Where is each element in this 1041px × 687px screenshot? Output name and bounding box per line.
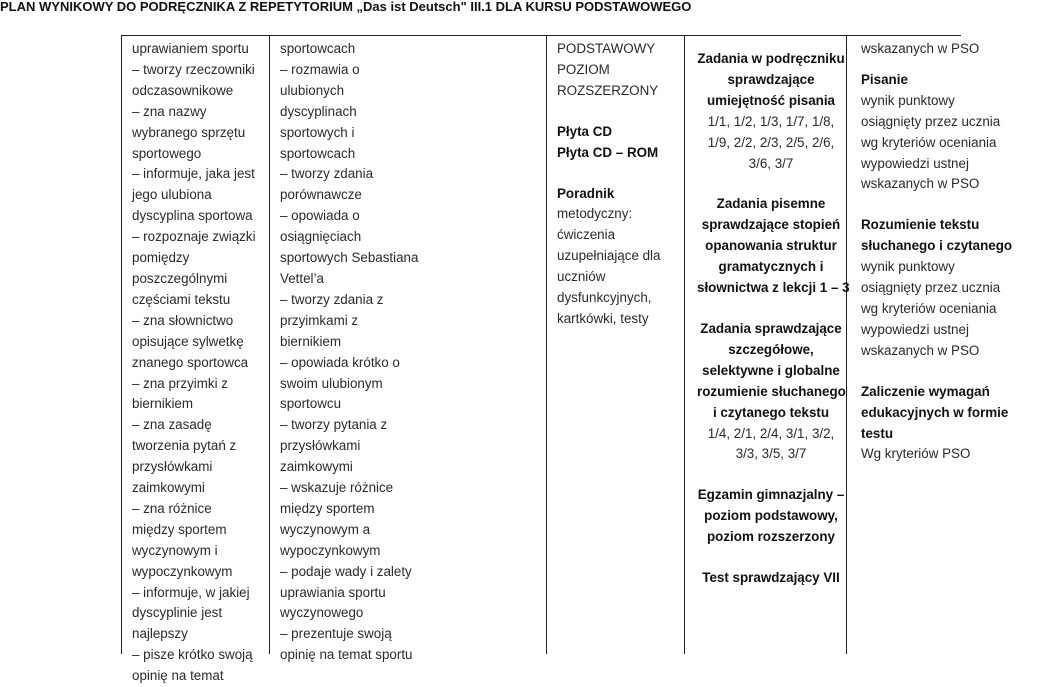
- requirement-line: sportowcach: [280, 41, 356, 56]
- guide-title: Poradnik: [557, 185, 615, 201]
- requirement-line: tworzenia pytań z: [132, 438, 237, 454]
- task-heading: Egzamin gimnazjalny –: [697, 487, 845, 503]
- requirement-line: między sportem: [280, 500, 375, 516]
- requirement-line: znanego sportowca: [132, 354, 249, 370]
- guide-line: uczniów: [557, 269, 606, 285]
- level-label: ROZSZERZONY: [557, 82, 659, 98]
- requirement-line: sportowcach: [280, 145, 356, 161]
- task-heading: umiejętność pisania: [707, 92, 835, 108]
- guide-line: kartkówki, testy: [557, 310, 649, 326]
- guide-line: metodyczny:: [557, 206, 633, 222]
- requirement-line: – tworzy zdania z: [280, 291, 384, 307]
- task-heading: selektywne i globalne: [702, 362, 840, 378]
- requirement-line: najlepszy: [132, 626, 188, 642]
- requirement-line: – zna różnice: [132, 500, 212, 516]
- requirement-line: – informuje, jaka jest: [132, 166, 255, 182]
- media-item: Płyta CD – ROM: [557, 144, 659, 160]
- criteria-title: Rozumienie tekstu: [861, 217, 980, 233]
- requirement-line: pomiędzy: [132, 250, 190, 266]
- task-heading: sprawdzające: [727, 71, 815, 87]
- criteria-line: wg kryteriów oceniania: [861, 134, 997, 150]
- requirement-line: opisujące sylwetkę: [132, 333, 244, 349]
- guide-line: dysfunkcyjnych,: [557, 290, 652, 306]
- plan-table: [121, 35, 1013, 684]
- requirement-line: częściami tekstu: [132, 291, 231, 307]
- requirement-line: porównawcze: [280, 187, 362, 203]
- task-heading: Test sprawdzający VII: [702, 570, 840, 586]
- criteria-title: edukacyjnych w formie: [861, 404, 1009, 420]
- requirement-line: opinię na temat sportu: [280, 647, 413, 663]
- level-label: POZIOM: [557, 61, 610, 77]
- requirement-line: uprawianiem sportu: [132, 41, 249, 56]
- criteria-title: słuchanego i czytanego: [861, 238, 1013, 254]
- requirement-line: dyscyplina sportowa: [132, 208, 253, 224]
- requirement-line: Vettel’a: [280, 270, 324, 286]
- requirement-line: wyczynowego: [280, 605, 364, 621]
- requirement-line: zaimkowymi: [132, 480, 205, 496]
- requirement-line: biernikiem: [280, 333, 342, 349]
- requirement-line: – tworzy rzeczowniki: [132, 61, 255, 77]
- requirement-line: wyczynowym i: [132, 542, 218, 558]
- requirement-line: uprawiania sportu: [280, 584, 386, 600]
- criteria-line: wynik punktowy: [861, 92, 955, 108]
- requirement-line: odczasownikowe: [132, 82, 234, 98]
- task-heading: Zadania sprawdzające: [700, 320, 842, 336]
- criteria-line: wypowiedzi ustnej: [861, 321, 969, 337]
- task-numbers: 3/3, 3/5, 3/7: [735, 446, 807, 462]
- requirement-line: dyscyplinie jest: [132, 605, 223, 621]
- requirement-line: poszczególnymi: [132, 270, 228, 286]
- requirement-line: sportowych i: [280, 124, 355, 140]
- requirement-line: przysłówkami: [280, 438, 361, 454]
- criteria-line: wg kryteriów oceniania: [861, 300, 997, 316]
- requirement-line: dyscyplinach: [280, 103, 357, 119]
- task-numbers: 3/6, 3/7: [748, 155, 794, 171]
- task-numbers: 1/4, 2/1, 2/4, 3/1, 3/2,: [707, 425, 835, 441]
- requirement-line: – opowiada o: [280, 208, 360, 224]
- requirement-line: – zna zasadę: [132, 417, 212, 433]
- column-materials: [547, 36, 685, 654]
- requirement-line: – zna przyimki z: [132, 375, 228, 391]
- page-title: PLAN WYNIKOWY DO PODRĘCZNIKA Z REPETYTORIUM „Das ist Deutsch" III.1 DLA KURSU PODSTAWOWEGO: [0, 0, 692, 14]
- requirement-line: – zna słownictwo: [132, 312, 234, 328]
- requirement-line: – tworzy pytania z: [280, 417, 388, 433]
- criteria-line: Wg kryteriów PSO: [861, 446, 971, 462]
- requirement-line: – zna nazwy: [132, 103, 207, 119]
- requirement-line: – informuje, w jakiej: [132, 584, 250, 600]
- requirement-line: przyimkami z: [280, 312, 359, 328]
- requirement-line: – tworzy zdania: [280, 166, 374, 182]
- requirement-line: – podaje wady i zalety: [280, 563, 412, 579]
- column-evaluation-criteria: [847, 36, 1013, 654]
- criteria-line: wskazanych w PSO: [861, 176, 980, 192]
- requirement-line: wypoczynkowym: [132, 563, 233, 579]
- task-heading: i czytanego tekstu: [712, 404, 830, 420]
- criteria-line: wynik punktowy: [861, 259, 955, 275]
- guide-line: ćwiczenia: [557, 227, 616, 243]
- requirement-line: zaimkowymi: [280, 459, 353, 475]
- task-heading: słownictwa z lekcji 1 – 3: [697, 280, 850, 296]
- task-heading: Zadania pisemne: [716, 196, 826, 212]
- task-heading: poziom rozszerzony: [707, 529, 835, 545]
- requirement-line: ulubionych: [280, 82, 345, 98]
- requirement-line: jego ulubiona: [132, 187, 212, 203]
- task-heading: gramatycznych i: [718, 259, 824, 275]
- criteria-line: wskazanych w PSO: [861, 342, 980, 358]
- requirement-line: sportowcu: [280, 396, 342, 412]
- requirement-line: między sportem: [132, 521, 227, 537]
- guide-line: uzupełniające dla: [557, 248, 661, 264]
- requirement-line: swoim ulubionym: [280, 375, 383, 391]
- criteria-title: Pisanie: [861, 71, 908, 87]
- level-label: PODSTAWOWY: [557, 41, 656, 56]
- task-numbers: 1/1, 1/2, 1/3, 1/7, 1/8,: [707, 113, 835, 129]
- column-requirements-basic: [122, 36, 270, 684]
- requirement-line: sportowych Sebastiana: [280, 250, 419, 266]
- requirement-line: osiągnięciach: [280, 229, 362, 245]
- requirement-line: sportowego: [132, 145, 202, 161]
- criteria-line: wypowiedzi ustnej: [861, 155, 969, 171]
- requirement-line: – pisze krótko swoją: [132, 647, 253, 663]
- requirement-line: biernikiem: [132, 396, 194, 412]
- requirement-line: przysłówkami: [132, 459, 213, 475]
- task-heading: Zadania w podręczniku: [697, 51, 845, 66]
- criteria-title: testu: [861, 425, 893, 441]
- requirement-line: wybranego sprzętu: [132, 124, 246, 140]
- column-assessment-tasks: [685, 36, 850, 654]
- criteria-line: osiągnięty przez ucznia: [861, 280, 1001, 296]
- requirement-line: – opowiada krótko o: [280, 354, 400, 370]
- requirement-line: – wskazuje różnice: [280, 480, 394, 496]
- task-heading: szczegółowe,: [728, 341, 814, 357]
- criteria-line: wskazanych w PSO: [861, 41, 980, 56]
- requirement-line: – rozmawia o: [280, 61, 360, 77]
- task-heading: rozumienie słuchanego: [697, 383, 846, 399]
- requirement-line: – rozpoznaje związki: [132, 229, 256, 245]
- task-numbers: 1/9, 2/2, 2/3, 2/5, 2/6,: [707, 134, 835, 150]
- requirement-line: opinię na temat: [132, 668, 224, 684]
- criteria-title: Zaliczenie wymagań: [861, 383, 990, 399]
- requirement-line: wypoczynkowym: [280, 542, 381, 558]
- criteria-line: osiągnięty przez ucznia: [861, 113, 1001, 129]
- task-heading: opanowania struktur: [705, 238, 837, 254]
- task-heading: poziom podstawowy,: [704, 508, 838, 524]
- task-heading: sprawdzające stopień: [701, 217, 841, 233]
- requirement-line: wyczynowym a: [280, 521, 371, 537]
- column-requirements-extended: [270, 36, 547, 663]
- requirement-line: – prezentuje swoją: [280, 626, 392, 642]
- media-item: Płyta CD: [557, 123, 613, 139]
